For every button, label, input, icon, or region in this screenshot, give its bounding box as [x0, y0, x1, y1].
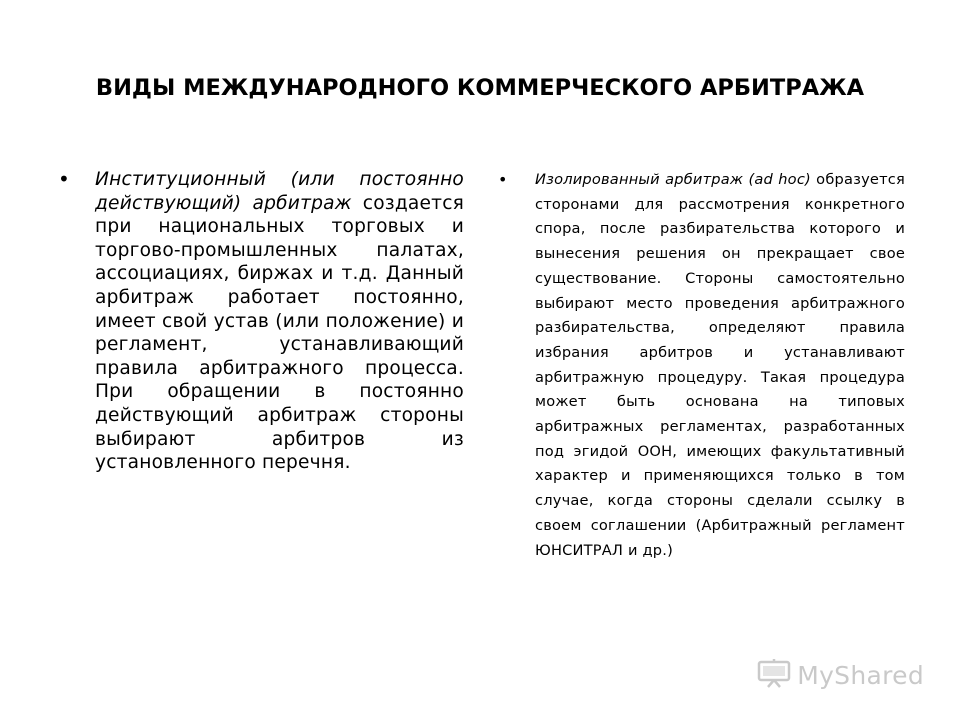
right-column [496, 168, 906, 563]
term-ad-hoc-arbitration: Изолированный арбитраж (ad hoc) [535, 171, 811, 188]
bullet-institutional-arbitration [56, 168, 464, 475]
left-column [56, 168, 464, 475]
slide-title: ВИДЫ МЕЖДУНАРОДНОГО КОММЕРЧЕСКОГО АРБИТРАЖА [95, 75, 865, 101]
watermark-text: MyShared [797, 660, 924, 690]
bullet-ad-hoc-arbitration [496, 168, 905, 563]
bullet-dot: • [498, 170, 508, 189]
bullet-dot: • [58, 167, 70, 191]
presentation-board-icon [757, 658, 791, 692]
ad-hoc-arbitration-text: образуется сторонами для рассмотрения конкретного спора, после разбирательства которого и вынесения решения он прекращает свое существование. Стороны самостоятельно выбирают место проведения арбитражного разбирательства, определяют правила избрания арбитров и устанавливают арбитражную процедуру. Такая процедура может быть основана на типовых арбитражных регламентах, разработанных под эгидой ООН, имеющих факультативный характер и применяющихся только в том случае, когда стороны сделали ссылку в своем соглашении (Арбитражный регламент ЮНСИТРАЛ и др.) [535, 171, 906, 559]
term-institutional-arbitration: Институционный (или постоянно действующий) арбитраж [95, 169, 464, 214]
myshared-watermark [757, 658, 924, 692]
institutional-arbitration-text: создается при национальных торговых и торгово-промышленных палатах, ассоциациях, биржах и т.д. Данный арбитраж работает постоянно, имеет свой устав (или положение) и регламент, устанавливающий правила арбитражного процесса. При обращении в постоянно действующий арбитраж стороны выбирают арбитров из установленного перечня. [95, 192, 465, 474]
